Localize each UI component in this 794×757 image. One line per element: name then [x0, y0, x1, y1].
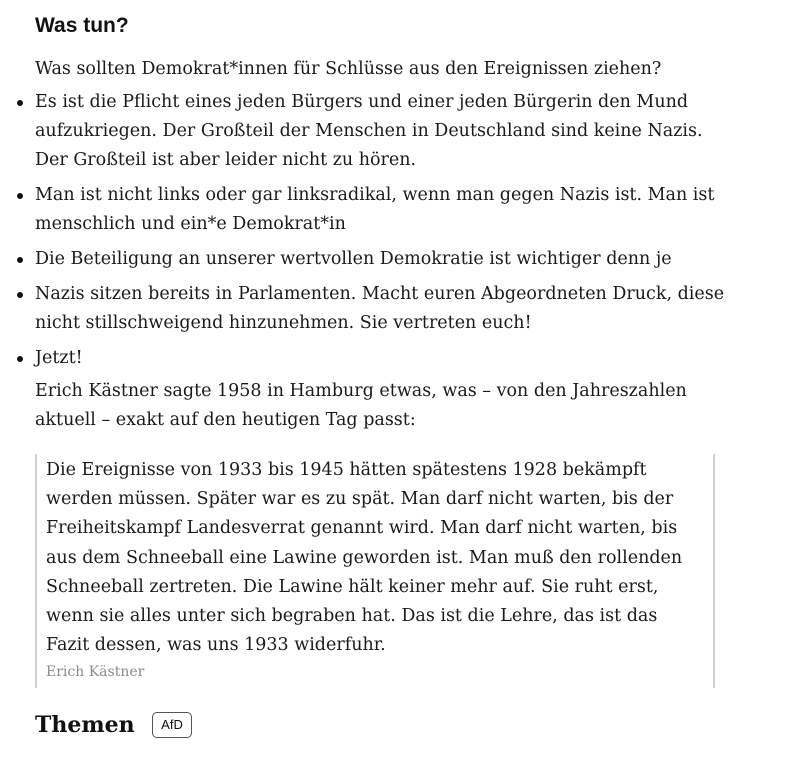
bullet-item: Man ist nicht links oder gar linksradikal, wenn man gegen Nazis ist. Man ist menschlich und ein*e Demokrat*in	[0, 181, 725, 239]
bullet-item: Die Beteiligung an unserer wertvollen Demokratie ist wichtiger denn je	[0, 245, 725, 274]
topics-heading: Themen	[35, 712, 135, 738]
intro-paragraph: Was sollten Demokrat*innen für Schlüsse aus den Ereignissen ziehen?	[35, 59, 662, 79]
quote-text: Die Ereignisse von 1933 bis 1945 hätten spätestens 1928 bekämpft werden müssen. Später war es zu spät. Man darf nicht warten, bis der Freiheitskampf Landesverrat genannt wird. Man darf nicht warten, bis aus dem Schneeball eine Lawine geworden ist. Man muß den rollenden Schneeball zertreten. Die Lawine hält keiner mehr auf. Sie ruht erst, wenn sie alles unter sich begraben hat. Das ist die Lehre, das ist das Fazit dessen, was uns 1933 widerfuhr.	[46, 460, 683, 656]
quote-intro-paragraph: Erich Kästner sagte 1958 in Hamburg etwas, was – von den Jahreszahlen aktuell – exakt auf den heutigen Tag passt:	[35, 381, 687, 430]
bullet-item: Nazis sitzen bereits in Parlamenten. Macht euren Abgeordneten Druck, diese nicht stillschweigend hinzunehmen. Sie vertreten euch!	[0, 280, 725, 338]
topic-tag-afd[interactable]: AfD	[152, 712, 192, 738]
section-heading: Was tun?	[35, 14, 129, 37]
bullet-item: Jetzt!	[0, 344, 725, 373]
bullet-list	[0, 88, 760, 379]
blockquote	[35, 454, 715, 688]
quote-source: Erich Kästner	[46, 664, 145, 681]
bullet-item: Es ist die Pflicht eines jeden Bürgers und einer jeden Bürgerin den Mund aufzukriegen. Der Großteil der Menschen in Deutschland sind keine Nazis. Der Großteil ist aber leider nicht zu hören.	[0, 88, 725, 175]
